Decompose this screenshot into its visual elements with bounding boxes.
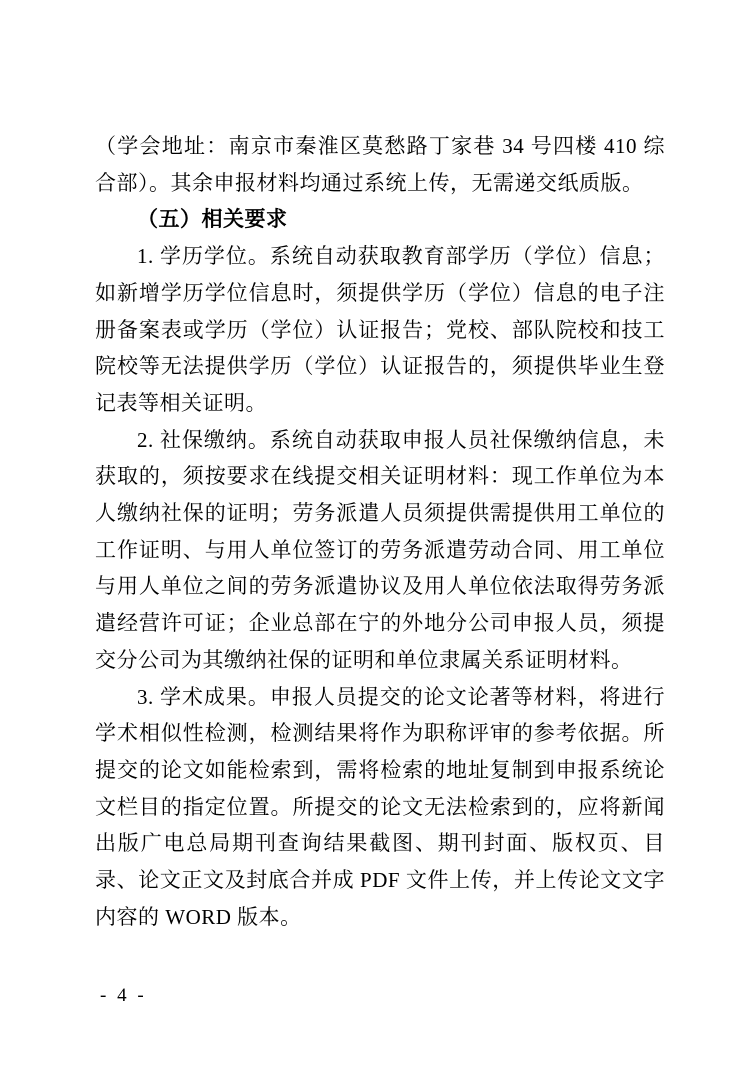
paragraph-social-insurance: 2. 社保缴纳。系统自动获取申报人员社保缴纳信息，未获取的，须按要求在线提交相关证明材料：现工作单位为本人缴纳社保的证明；劳务派遣人员须提供需提供用工单位的工作证明、与用人单位签订的劳务派遣劳动合同、用工单位与用人单位之间的劳务派遣协议及用人单位依法取得劳务派遣经营许可证；企业总部在宁的外地分公司申报人员，须提交分公司为其缴纳社保的证明和单位隶属关系证明材料。	[95, 427, 665, 672]
paragraph-academic-achievements: 3. 学术成果。申报人员提交的论文论著等材料，将进行学术相似性检测，检测结果将作为职称评审的参考依据。所提交的论文如能检索到，需将检索的地址复制到申报系统论文栏目的指定位置。所提交的论文无法检索到的，应将新闻出版广电总局期刊查询结果截图、期刊封面、版权页、目录、论文正文及封底合并成 PDF 文件上传，并上传论文文字内容的 WORD 版本。	[95, 684, 665, 929]
continuation-paragraph: （学会地址：南京市秦淮区莫愁路丁家巷 34 号四楼 410 综合部）。其余申报材料均通过系统上传，无需递交纸质版。	[95, 134, 665, 195]
paragraph-academic-degree: 1. 学历学位。系统自动获取教育部学历（学位）信息；如新增学历学位信息时，须提供学历（学位）信息的电子注册备案表或学历（学位）认证报告；党校、部队院校和技工院校等无法提供学历（学位）认证报告的，须提供毕业生登记表等相关证明。	[95, 244, 665, 415]
document-body	[95, 128, 665, 935]
section-heading: （五）相关要求	[137, 207, 288, 232]
page-number: - 4 -	[100, 985, 147, 1006]
